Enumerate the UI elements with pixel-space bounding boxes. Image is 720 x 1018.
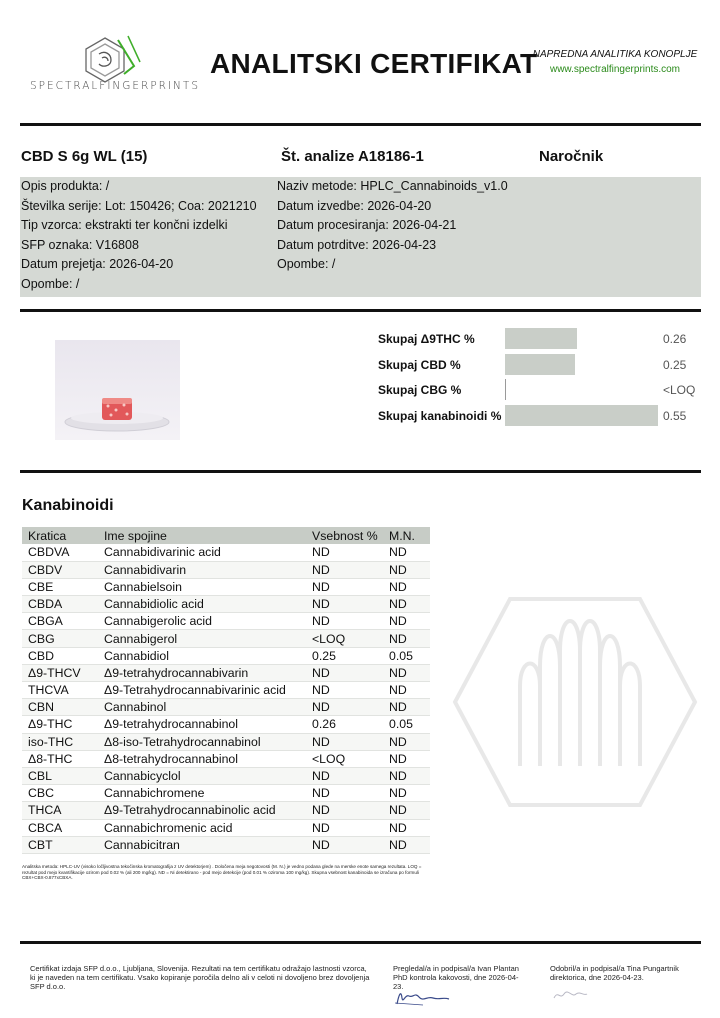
summary-total-value: 0.55 (663, 409, 687, 423)
content-cell: ND (306, 699, 383, 716)
uncertainty-cell: ND (383, 733, 430, 750)
compound-cell: Cannabichromene (98, 785, 306, 802)
info-sfp-code: SFP oznaka: V16808 (21, 237, 139, 252)
summary-cbd-value: 0.25 (663, 358, 687, 372)
column-header-compound: Ime spojine (98, 527, 306, 544)
logo-wordmark: SPECTRALFINGERPRINTS (30, 80, 200, 92)
info-sample-type: Tip vzorca: ekstrakti ter končni izdelki (21, 218, 228, 232)
info-received-date: Datum prejetja: 2026-04-20 (21, 257, 174, 271)
summary-thc-label: Skupaj Δ9THC % (378, 332, 475, 346)
abbreviation-cell: CBT (22, 836, 98, 853)
content-cell: 0.25 (306, 647, 383, 664)
summary-cbg-bar (505, 379, 506, 400)
method-note: Analitska metoda: HPLC-UV (visoko ločljivostna tekočinska kromatografija z UV detektorjem) . Določena meja negotovosti (M. N.) je vedno podana glede na merske enote samega rezultata. LOQ = rezultat pod mejo kvantifikacije ozirom pod 0.02 % (ali 200 mg/kg). ND = Ni detektirano - pod mejo detekcije (pod 0.01 % oziroma 100 mg/kg). Skupna vsebnost kanabinoida se izračuna po formuli CBX+CBX-0.877xCBXA. (22, 864, 422, 881)
compound-cell: Cannabidiolic acid (98, 596, 306, 613)
summary-thc-bar (505, 328, 577, 349)
compound-cell: Cannabichromenic acid (98, 819, 306, 836)
sample-info-panel (20, 177, 701, 297)
abbreviation-cell: Δ8-THC (22, 750, 98, 767)
abbreviation-cell: Δ9-THC (22, 716, 98, 733)
abbreviation-cell: Δ9-THCV (22, 664, 98, 681)
reviewer-signature (393, 988, 453, 1008)
column-header-abbreviation: Kratica (22, 527, 98, 544)
content-cell: 0.26 (306, 716, 383, 733)
uncertainty-cell: ND (383, 613, 430, 630)
table-row (22, 819, 430, 836)
compound-cell: Δ9-Tetrahydrocannabivarinic acid (98, 682, 306, 699)
content-cell: ND (306, 578, 383, 595)
content-cell: <LOQ (306, 630, 383, 647)
uncertainty-cell: ND (383, 578, 430, 595)
compound-cell: Cannabigerolic acid (98, 613, 306, 630)
summary-thc-value: 0.26 (663, 332, 687, 346)
uncertainty-cell: ND (383, 682, 430, 699)
certificate-title: ANALITSKI CERTIFIKAT (210, 48, 538, 79)
approver-signature (550, 986, 590, 1004)
content-cell: ND (306, 802, 383, 819)
uncertainty-cell: ND (383, 630, 430, 647)
content-cell: ND (306, 836, 383, 853)
abbreviation-cell: CBN (22, 699, 98, 716)
content-cell: ND (306, 596, 383, 613)
content-cell: <LOQ (306, 750, 383, 767)
cannabinoids-table (22, 527, 430, 854)
analysis-number: Št. analize A18186-1 (281, 148, 424, 165)
table-row (22, 596, 430, 613)
content-cell: ND (306, 819, 383, 836)
info-method-name: Naziv metode: HPLC_Cannabinoids_v1.0 (277, 179, 508, 193)
footer-disclaimer: Certifikat izdaja SFP d.o.o., Ljubljana, Slovenija. Rezultati na tem certifikatu odražajo lastnosti vzorca, ki je naveden na tem certifikatu. Vsako kopiranje poročila delno ali v celoti ni dovoljeno brez dovoljenja SFP d.o.o. (30, 964, 370, 992)
info-product-description: Opis produkta: / (21, 179, 110, 193)
summary-cbg-value: <LOQ (663, 383, 696, 397)
abbreviation-cell: iso-THC (22, 733, 98, 750)
uncertainty-cell: ND (383, 785, 430, 802)
content-cell: ND (306, 544, 383, 561)
summary-total-bar (505, 405, 658, 426)
table-row (22, 716, 430, 733)
summary-cbg-label: Skupaj CBG % (378, 383, 462, 397)
table-row (22, 682, 430, 699)
abbreviation-cell: CBGA (22, 613, 98, 630)
content-cell: ND (306, 767, 383, 784)
compound-cell: Δ8-tetrahydrocannabinol (98, 750, 306, 767)
content-cell: ND (306, 561, 383, 578)
info-run-date: Datum izvedbe: 2026-04-20 (277, 198, 432, 213)
column-header-uncertainty: M.N. (383, 527, 430, 544)
product-name: CBD S 6g WL (15) (21, 148, 148, 165)
compound-cell: Cannabidivarinic acid (98, 544, 306, 561)
compound-cell: Cannabinol (98, 699, 306, 716)
abbreviation-cell: CBDV (22, 561, 98, 578)
table-row (22, 733, 430, 750)
info-notes-left: Opombe: / (21, 276, 80, 291)
abbreviation-cell: CBDA (22, 596, 98, 613)
abbreviation-cell: CBC (22, 785, 98, 802)
content-cell: ND (306, 613, 383, 630)
uncertainty-cell: ND (383, 836, 430, 853)
summary-divider (20, 470, 701, 473)
compound-cell: Δ8-iso-Tetrahydrocannabinol (98, 733, 306, 750)
sample-photo (55, 340, 180, 440)
uncertainty-cell: ND (383, 819, 430, 836)
lab-tagline: NAPREDNA ANALITIKA KONOPLJE (532, 49, 698, 60)
client-label: Naročnik (539, 148, 604, 165)
content-cell: ND (306, 664, 383, 681)
summary-cbd-bar (505, 354, 575, 375)
table-row (22, 767, 430, 784)
abbreviation-cell: CBCA (22, 819, 98, 836)
table-row (22, 630, 430, 647)
table-header-row (22, 527, 430, 544)
table-row (22, 802, 430, 819)
table-row (22, 664, 430, 681)
uncertainty-cell: ND (383, 544, 430, 561)
table-row (22, 647, 430, 664)
uncertainty-cell: 0.05 (383, 716, 430, 733)
compound-cell: Cannabidiol (98, 647, 306, 664)
uncertainty-cell: ND (383, 802, 430, 819)
cannabinoids-table-body (22, 544, 430, 853)
compound-cell: Δ9-Tetrahydrocannabinolic acid (98, 802, 306, 819)
uncertainty-cell: ND (383, 699, 430, 716)
table-row (22, 578, 430, 595)
uncertainty-cell: 0.05 (383, 647, 430, 664)
compound-cell: Δ9-tetrahydrocannabinol (98, 716, 306, 733)
uncertainty-cell: ND (383, 596, 430, 613)
info-notes-right: Opombe: / (277, 257, 336, 271)
abbreviation-cell: THCVA (22, 682, 98, 699)
abbreviation-cell: CBL (22, 767, 98, 784)
header-divider (20, 123, 701, 126)
compound-cell: Cannabidivarin (98, 561, 306, 578)
footer-approver: Odobril/a in podpisal/a Tina Pungartnik direktorica, dne 2026-04-23. (550, 964, 679, 983)
summary-total-label: Skupaj kanabinoidi % (378, 409, 502, 423)
content-cell: ND (306, 733, 383, 750)
column-header-content: Vsebnost % (306, 527, 383, 544)
uncertainty-cell: ND (383, 664, 430, 681)
uncertainty-cell: ND (383, 561, 430, 578)
info-processing-date: Datum procesiranja: 2026-04-21 (277, 218, 457, 232)
summary-cbd-label: Skupaj CBD % (378, 358, 461, 372)
table-row (22, 613, 430, 630)
table-row (22, 785, 430, 802)
table-row (22, 561, 430, 578)
compound-cell: Cannabigerol (98, 630, 306, 647)
compound-cell: Cannabicitran (98, 836, 306, 853)
table-row (22, 544, 430, 561)
cannabinoids-heading: Kanabinoidi (22, 497, 114, 514)
compound-cell: Cannabicyclol (98, 767, 306, 784)
abbreviation-cell: CBE (22, 578, 98, 595)
footer-reviewer: Pregledal/a in podpisal/a Ivan Plantan PhD kontrola kakovosti, dne 2026-04-23. (393, 964, 519, 992)
lab-website-link[interactable]: www.spectralfingerprints.com (549, 64, 681, 75)
footer-divider (20, 941, 701, 944)
abbreviation-cell: CBD (22, 647, 98, 664)
content-cell: ND (306, 682, 383, 699)
info-batch-number: Številka serije: Lot: 150426; Coa: 2021210 (21, 198, 257, 213)
abbreviation-cell: THCA (22, 802, 98, 819)
compound-cell: Cannabielsoin (98, 578, 306, 595)
content-cell: ND (306, 785, 383, 802)
table-row (22, 836, 430, 853)
abbreviation-cell: CBG (22, 630, 98, 647)
table-row (22, 699, 430, 716)
info-divider (20, 309, 701, 312)
table-row (22, 750, 430, 767)
uncertainty-cell: ND (383, 750, 430, 767)
uncertainty-cell: ND (383, 767, 430, 784)
hexagon-watermark-icon (452, 596, 698, 808)
compound-cell: Δ9-tetrahydrocannabivarin (98, 664, 306, 681)
info-confirmation-date: Datum potrditve: 2026-04-23 (277, 237, 437, 252)
abbreviation-cell: CBDVA (22, 544, 98, 561)
